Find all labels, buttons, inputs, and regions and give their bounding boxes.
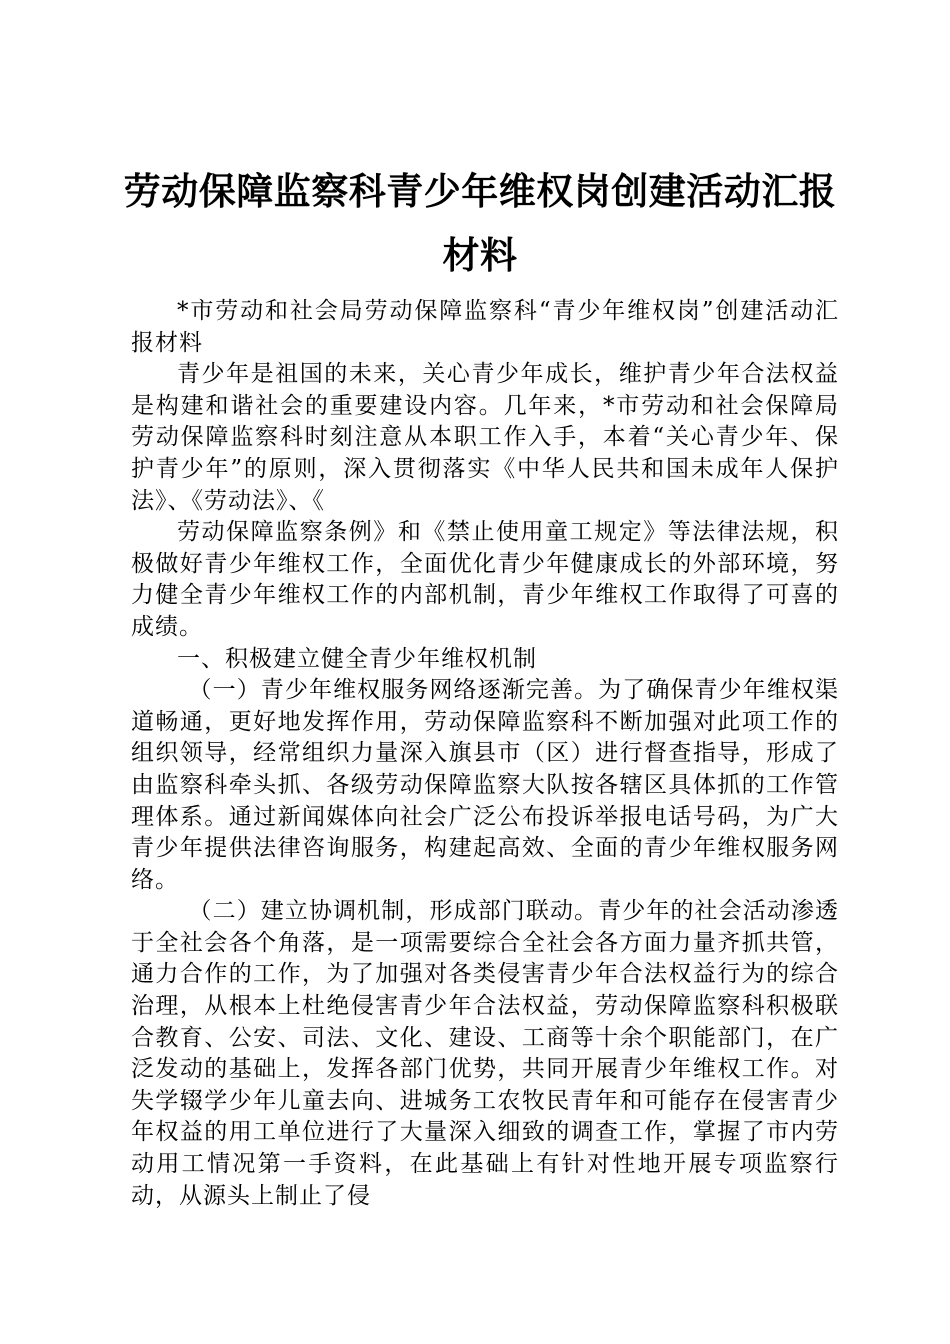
body-paragraph: 劳动保障监察条例》和《禁止使用童工规定》等法律法规，积极做好青少年维权工作，全面优化青少年健康成长的外部环境，努力健全青少年维权工作的内部机制，青少年维权工作取得了可喜的成绩。 (131, 519, 839, 640)
body-paragraph: （一）青少年维权服务网络逐渐完善。为了确保青少年维权渠道畅通，更好地发挥作用，劳动保障监察科不断加强对此项工作的组织领导，经常组织力量深入旗县市（区）进行督查指导，形成了由监察科牵头抓、各级劳动保障监察大队按各辖区具体抓的工作管理体系。通过新闻媒体向社会广泛公布投诉举报电话号码，为广大青少年提供法律咨询服务，构建起高效、全面的青少年维权服务网络。 (131, 677, 839, 893)
document-title: 劳动保障监察科青少年维权岗创建活动汇报材料 (123, 170, 837, 277)
body-paragraph: （二）建立协调机制，形成部门联动。青少年的社会活动渗透于全社会各个角落，是一项需要综合全社会各方面力量齐抓共管，通力合作的工作，为了加强对各类侵害青少年合法权益行为的综合治理，从根本上杜绝侵害青少年合法权益，劳动保障监察科积极联合教育、公安、司法、文化、建设、工商等十余个职能部门，在广泛发动的基础上，发挥各部门优势，共同开展青少年维权工作。对失学辍学少年儿童去向、进城务工农牧民青年和可能存在侵害青少年权益的用工单位进行了大量深入细致的调查工作，掌握了市内劳动用工情况第一手资料，在此基础上有针对性地开展专项监察行动，从源头上制止了侵 (131, 898, 839, 1209)
intro-paragraph: *市劳动和社会局劳动保障监察科“青少年维权岗”创建活动汇报材料 (131, 298, 839, 356)
section-heading: 一、积极建立健全青少年维权机制 (177, 645, 537, 672)
body-paragraph: 青少年是祖国的未来，关心青少年成长，维护青少年合法权益是构建和谐社会的重要建设内容。几年来，*市劳动和社会保障局劳动保障监察科时刻注意从本职工作入手，本着“关心青少年、保护青少年”的原则，深入贯彻落实《中华人民共和国未成年人保护法》、《劳动法》、《 (131, 361, 839, 514)
document-body (131, 296, 839, 1212)
